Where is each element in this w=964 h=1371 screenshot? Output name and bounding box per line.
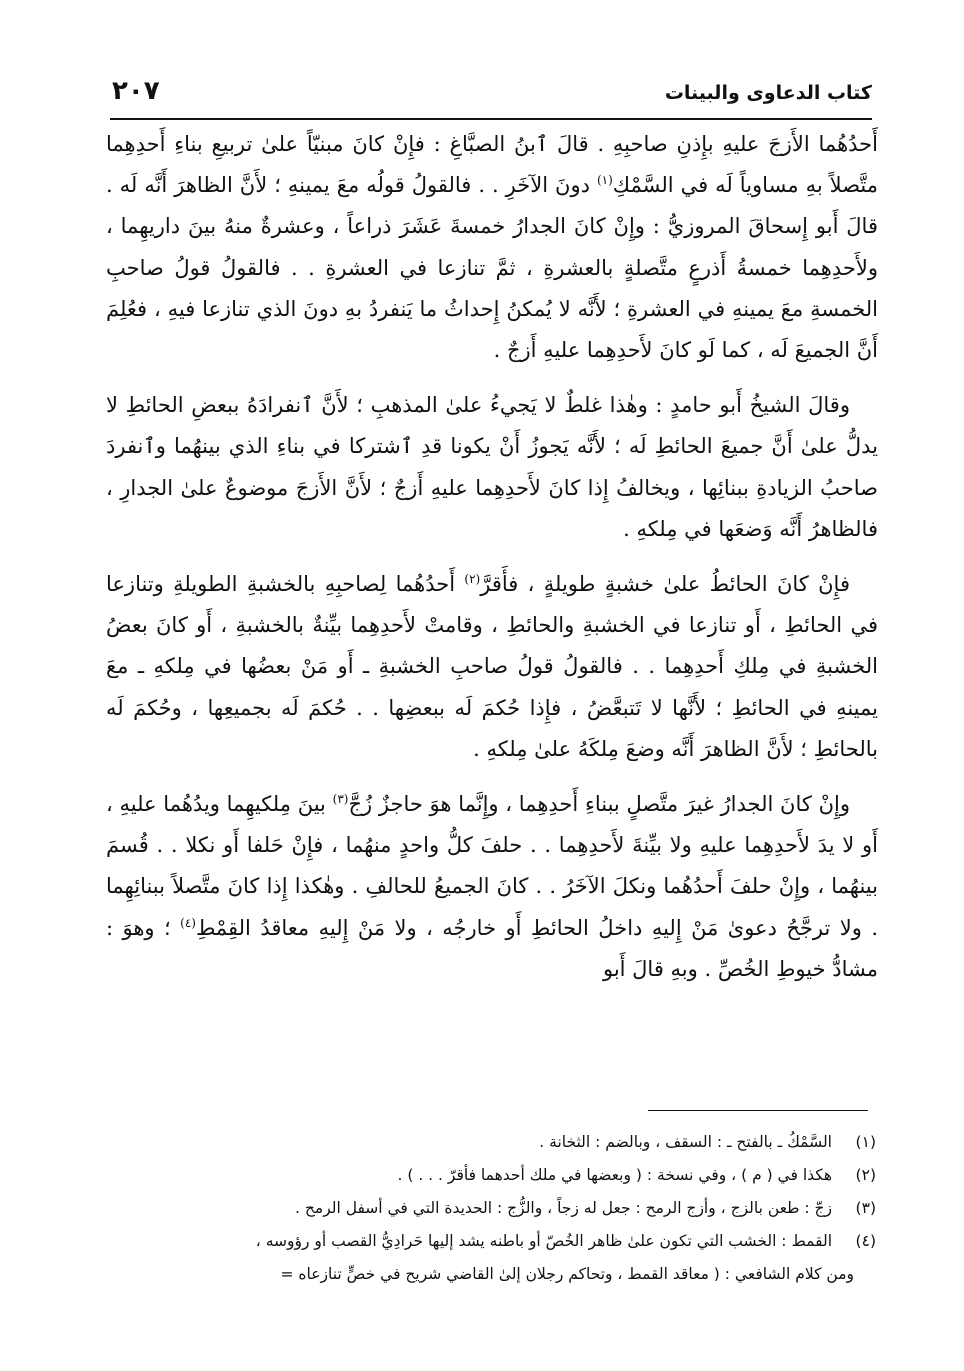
paragraph [106,564,878,770]
paragraph-text: فإِنْ كانَ الحائطُ علىٰ خشبةٍ طويلةٍ ، فأَقرَّ [480,572,850,597]
footnote-ref: (٣) [332,792,349,807]
paragraph-text: أَحدُهُما لِصاحبِهِ بالخشبةِ الطويلةِ وتنازعا في الحائطِ ، أَو تنازعا في الخشبةِ والحائطِ ، وقامتْ لأَحدِهِما بيِّنةٌ بالخشبةِ ، أَو كانَ بعضُ الخشبةِ في مِلكِ أَحدِهِما . . فالقولُ قولُ صاحبِ الخشبةِ ـ أَو مَنْ بعضُها في مِلكهِ ـ معَ يمينهِ في الحائطِ ؛ لأَنَّها لا تَتبعَّضُ ، فإِذا حُكمَ لَه ببعضِها . . حُكمَ لَه بجميعِها ، وحُكمَ لَه بالحائطِ ؛ لأَنَّ الظاهرَ أَنَّه وضعَ مِلكَهُ علىٰ مِلكهِ . [106,572,878,761]
paragraph [106,385,878,550]
header-divider [110,118,872,120]
paragraph-text: بينَ مِلكيهِما ويدُهُما عليهِ ، أَو لا يدَ لأَحدِهِما عليهِ ولا بيِّنةَ لأَحدِهِما . . حلفَ كلُّ واحدٍ منهُما ، فإِنْ حَلفا أَو نكلا . . قُسمَ بينهُما ، وإِنْ حلفَ أَحدُهُما ونكلَ الآخَرُ . . كانَ الجميعُ للحالفِ . وهٰكذا إِذا كانَ متَّصلاً ببنائِهِما . ولا ترجَّحُ دعوىٰ مَنْ إِليهِ داخلُ الحائطِ أَو خارجُه ، ولا مَنْ إِليهِ معاقدُ القِمْطِ [106,792,878,940]
paragraph-text: أَحدُهُما الأَزجَ عليهِ بإِذنِ صاحبِهِ . قالَ ٱبنُ الصبَّاغِ : فإِنْ كانَ مبنيّاً علىٰ تربيعِ بناءِ أَحدِهِما متَّصلاً بهِ مساوياً لَه في السَّمْكِ [106,132,878,198]
footnote-text: هكذا في ( م ) ، وفي نسخة : ( وبعضها في ملك أحدهما فأقرّ . . . ) . [397,1166,832,1184]
paragraph-text: ؛ وهوَ : مشادُّ خيوطِ الخُصِّ . وبهِ قالَ أَبو [106,915,878,981]
footnote [100,1225,876,1258]
footnote [100,1159,876,1192]
paragraph-text: دونَ الآخَرِ . . فالقولُ قولُه معَ يمينهِ ؛ لأَنَّ الظاهرَ أَنَّه لَه . قالَ أَبو إِسحاقَ المروزيُّ : وإِنْ كانَ الجدارُ خمسةَ عَشَرَ ذراعاً ، وعشرةٌ منهُ بينَ داريهِما ، ولأَحدِهِما خمسةُ أَذرعٍ متَّصلةٍ بالعشرةِ ، ثمَّ تنازعا في العشرةِ . . فالقولُ قولُ صاحبِ الخمسةِ معَ يمينهِ في العشرةِ ؛ لأَنَّه لا يُمكنُ إِحداثُ ما يَنفردُ بهِ دونَ الذي تنازعا فيهِ ، فعُلِمَ أَنَّ الجميعَ لَه ، كما لَو كانَ لأَحدِهِما عليهِ أَزجٌ . [106,173,878,363]
footnote-number: (٣) [855,1199,876,1217]
footnote-text: زجّ : طعن بالزج ، وأزج الرمح : جعل له زجاً ، والزُّج : الحديدة التي في أسفل الرمح . [295,1199,832,1217]
footnotes [100,1126,876,1291]
footnote-ref: (٢) [464,572,481,587]
footnote-text: السَّمْكُ ـ بالفتح ـ : السقف ، وبالضم : الثخانة . [539,1133,832,1151]
footnote-ref: (٤) [180,915,196,930]
running-title: كتاب الدعاوى والبينات [664,82,872,104]
page-number: ٢٠٧ [112,76,160,106]
paragraph-text: وإِنْ كانَ الجدارُ غيرَ متَّصلٍ ببناءِ أَحدِهِما ، وإِنَّما هوَ حاجزٌ زُجَّ [348,792,850,817]
footnote-number: (٢) [855,1166,876,1184]
main-text [106,124,878,1004]
page-header [112,76,872,116]
footnote-number: (١) [855,1133,876,1151]
paragraph [106,124,878,371]
footnote [100,1126,876,1159]
footnote-divider [648,1110,868,1111]
paragraph-text: وقالَ الشيخُ أَبو حامدٍ : وهٰذا غلطٌ لا يَجيءُ علىٰ المذهبِ ؛ لأَنَّ ٱنفرادَهُ ببعضِ الحائطِ لا يدلُّ علىٰ أَنَّ جميعَ الحائطِ لَه ؛ لأَنَّه يَجوزُ أَنْ يكونا قدِ ٱشتركا في بناءِ الذي بينهُما وٱنفردَ صاحبُ الزيادةِ ببنائِها ، ويخالفُ إِذا كانَ لأَحدِهِما عليهِ أَزجٌ ؛ لأَنَّ الأَزجَ موضوعٌ علىٰ الجدارِ ، فالظاهرُ أَنَّه وَضعَها في مِلكهِ . [106,393,878,541]
footnote-ref: (١) [596,173,613,188]
footnote [100,1192,876,1225]
footnote-continuation: ومن كلام الشافعي : ( معاقد القمط ، وتحاكم رجلان إلىٰ القاضي شريح في خصٍّ تنازعاه = [280,1265,854,1283]
footnote-text: القمط : الخشب التي تكون علىٰ ظاهر الخُصّ أو باطنه يشد إليها حَرادِيُّ القصب أو رؤوسه ، [255,1232,832,1250]
paragraph [106,784,878,990]
footnote-number: (٤) [855,1232,876,1250]
